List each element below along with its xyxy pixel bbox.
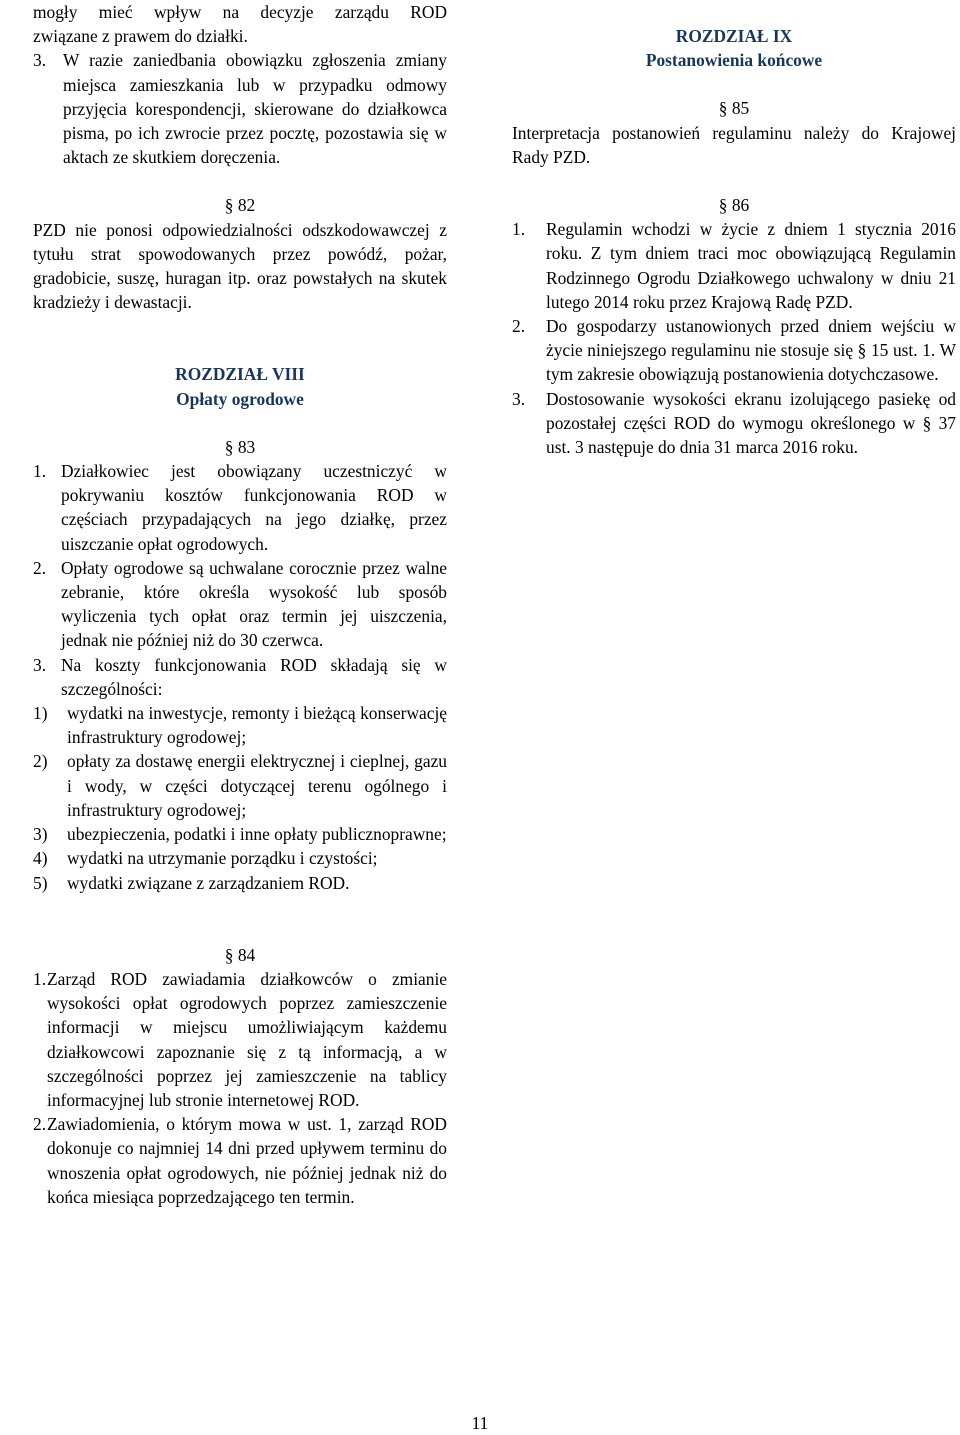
section-85-text: Interpretacja postanowień regulaminu należy do Krajowej Rady PZD.	[512, 122, 956, 167]
item-text: Działkowiec jest obowiązany uczestniczyć w pokrywaniu kosztów funkcjonowania ROD w częściach przypadających na jego działkę, przez uiszczanie opłat ogrodowych.	[61, 461, 447, 554]
list-item	[33, 967, 447, 1112]
section-86-list	[512, 217, 956, 459]
sub-list-item	[33, 822, 447, 846]
section-82-text: PZD nie ponosi odpowiedzialności odszkodowawczej z tytułu strat spowodowanych przez powódź, pożar, gradobicie, suszę, huragan itp. oraz powstałych na skutek kradzieży i dewastacji.	[33, 219, 447, 313]
continuation-line: związane z prawem do działki.	[33, 26, 248, 47]
item-text: Opłaty ogrodowe są uchwalane corocznie przez walne zebranie, które określa wysokość lub sposób wyliczenia tych opłat oraz termin jej uiszczenia, jednak nie później niż do 30 czerwca.	[61, 557, 447, 651]
sub-item-text: opłaty za dostawę energii elektrycznej i cieplnej, gazu i wody, w części dotyczącej terenu ogólnego i infrastruktury ogrodowej;	[67, 751, 447, 820]
sub-list-item	[33, 701, 447, 749]
list-item	[512, 217, 956, 314]
chapter-8-subtitle: Opłaty ogrodowe	[176, 388, 304, 409]
section-84-title: § 84	[224, 944, 256, 965]
section-83-list	[33, 459, 447, 895]
item-number: 1.	[33, 968, 47, 989]
section-85-title: § 85	[718, 98, 750, 119]
section-82-title: § 82	[224, 195, 256, 216]
item-text: Do gospodarzy ustanowionych przed dniem wejściu w życie niniejszego regulaminu nie stosuje się § 15 ust. 1. W tym zakresie obowiązują postanowienia dotychczasowe.	[546, 316, 956, 385]
numbered-paragraph	[33, 48, 447, 169]
section-84-list	[33, 967, 447, 1209]
right-column	[512, 0, 956, 459]
sub-item-text: wydatki związane z zarządzaniem ROD.	[67, 872, 350, 893]
sub-list-item	[33, 846, 447, 870]
item-number: 3.	[512, 388, 526, 409]
sub-list-item	[33, 749, 447, 822]
item-number: 2.	[33, 1114, 47, 1135]
sub-list	[33, 701, 447, 895]
list-item	[33, 556, 447, 653]
item-number: 1.	[33, 461, 47, 482]
item-text: Zarząd ROD zawiadamia działkowców o zmianie wysokości opłat ogrodowych poprzez zamieszczenie informacji w miejscu umożliwiającym każdemu działkowcowi zapoznanie się z tą informacją, a w szczególności poprzez jej zamieszczenie na tablicy informacyjnej lub stronie internetowej ROD.	[47, 968, 447, 1110]
sub-item-text: wydatki na inwestycje, remonty i bieżącą konserwację infrastruktury ogrodowej;	[67, 703, 447, 748]
item-number: 3.	[33, 654, 47, 675]
continuation-line: mogły mieć wpływ na decyzje zarządu ROD	[33, 2, 447, 22]
list-item	[512, 314, 956, 387]
item-number: 2.	[512, 316, 526, 337]
item-text: Na koszty funkcjonowania ROD składają się w szczególności:	[61, 654, 447, 699]
section-83-title: § 83	[224, 436, 256, 457]
list-item	[33, 653, 447, 701]
page-number: 11	[471, 1413, 489, 1433]
paragraph-text: W razie zaniedbania obowiązku zgłoszenia zmiany miejsca zamieszkania lub w przypadku odmowy przyjęcia korespondencji, skierowane do działkowca pisma, po ich zwrocie przez pocztę, pozostawia się w aktach ze skutkiem doręczenia.	[63, 50, 447, 168]
item-number: 1.	[512, 219, 526, 240]
sub-item-text: wydatki na utrzymanie porządku i czystości;	[67, 848, 378, 869]
sub-item-number: 3)	[33, 824, 48, 845]
sub-item-number: 1)	[33, 703, 48, 724]
item-text: Dostosowanie wysokości ekranu izolującego pasiekę od pozostałej części ROD do wymogu określonego w § 37 ust. 3 następuje do dnia 31 marca 2016 roku.	[546, 388, 956, 458]
sub-item-number: 2)	[33, 751, 48, 772]
list-item	[33, 459, 447, 556]
list-item	[33, 1112, 447, 1209]
item-text: Zawiadomienia, o którym mowa w ust. 1, zarząd ROD dokonuje co najmniej 14 dni przed upływem terminu do wnoszenia opłat ogrodowych, nie później jednak niż do końca miesiąca poprzedzającego ten termin.	[47, 1114, 447, 1207]
sub-item-number: 4)	[33, 848, 48, 869]
item-text: Regulamin wchodzi w życie z dniem 1 stycznia 2016 roku. Z tym dniem traci moc obowiązującą Regulamin Rodzinnego Ogrodu Działkowego uchwalony w dniu 21 lutego 2014 roku przez Krajową Radę PZD.	[546, 219, 956, 312]
list-item	[512, 387, 956, 460]
sub-item-text: ubezpieczenia, podatki i inne opłaty publicznoprawne;	[67, 824, 447, 845]
sub-item-number: 5)	[33, 872, 48, 893]
sub-list-item	[33, 871, 447, 895]
chapter-9-title: ROZDZIAŁ IX	[675, 26, 793, 46]
chapter-9-subtitle: Postanowienia końcowe	[645, 50, 823, 71]
item-number: 2.	[33, 557, 47, 578]
paragraph-number: 3.	[33, 50, 47, 71]
chapter-8-title: ROZDZIAŁ VIII	[175, 364, 305, 385]
left-column	[33, 0, 447, 1209]
section-86-title: § 86	[718, 195, 750, 216]
